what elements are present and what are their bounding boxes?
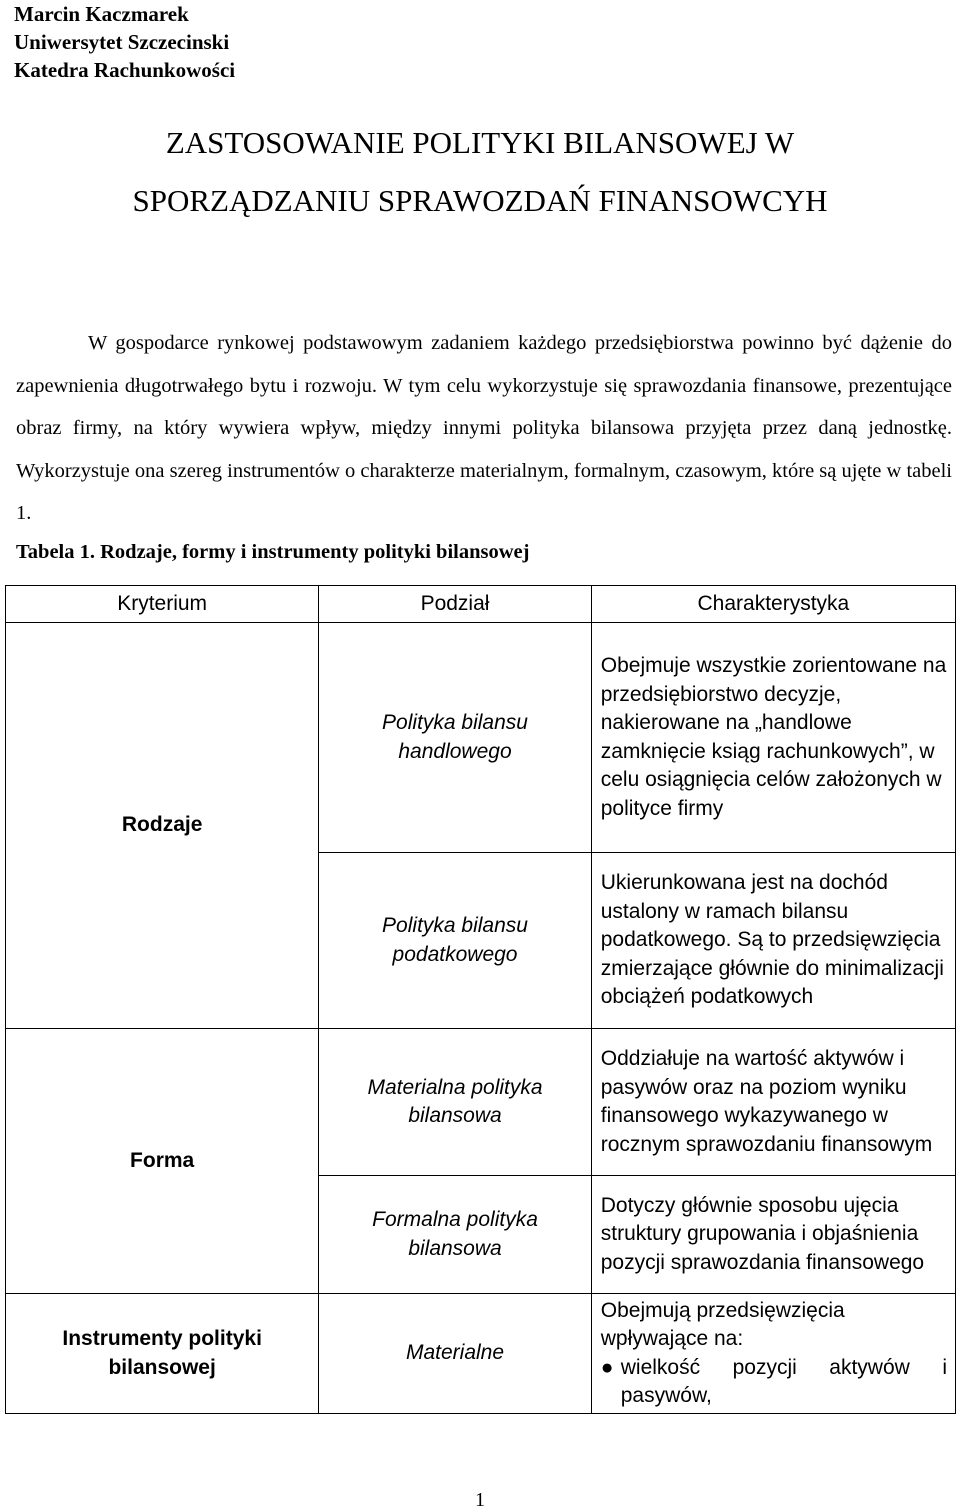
description-cell: Ukierunkowana jest na dochód ustalony w ramach bilansu podatkowego. Są to przedsięwzięcia zmierzające głównie do minimalizacji obciążeń podatkowych [591,853,955,1029]
author-university: Uniwersytet Szczecinski [14,30,230,54]
criterion-cell: Rodzaje [6,623,319,1029]
division-cell: Materialna polityka bilansowa [319,1029,591,1176]
page-number: 1 [475,1489,485,1511]
bullet-text: wielkość pozycji aktywów i pasywów, [620,1355,947,1407]
description-text: Obejmują przedsięwzięcia wpływające na: [600,1298,845,1350]
description-cell: Obejmuje wszystkie zorientowane na przedsiębiorstwo decyzje, nakierowane na „handlowe zamknięcie ksiąg rachunkowych”, w celu osiągnięcia celów założonych w polityce firmy [591,623,955,853]
criterion-cell: Forma [6,1029,319,1294]
table-row [6,623,956,853]
author-block [14,0,235,84]
description-cell: Oddziałuje na wartość aktywów i pasywów oraz na poziom wyniku finansowego wykazywanego w rocznym sprawozdaniu finansowym [591,1029,955,1176]
division-cell: Formalna polityka bilansowa [319,1176,591,1294]
criterion-cell: Instrumenty polityki bilansowej [6,1294,319,1414]
document-title [0,114,960,230]
header-description: Charakterystyka [591,586,955,623]
intro-paragraph [16,322,952,535]
table-row [6,1029,956,1176]
description-cell [591,1294,955,1414]
bullet-item [601,1354,947,1411]
division-cell: Polityka bilansu podatkowego [319,853,591,1029]
intro-text: W gospodarce rynkowej podstawowym zadaniem każdego przedsiębiorstwa powinno być dążenie do zapewnienia długotrwałego bytu i rozwoju. W tym celu wykorzystuje się sprawozdania finansowe, prezentujące obraz firmy, na który wywiera wpływ, między innymi polityka bilansowa przyjęta przez daną jednostkę. Wykorzystuje ona szereg instrumentów o charakterze materialnym, formalnym, czasowym, które są ujęte w tabeli 1. [16,332,952,524]
table-header-row [6,586,956,623]
description-cell: Dotyczy głównie sposobu ujęcia struktury grupowania i objaśnienia pozycji sprawozdania finansowego [591,1176,955,1294]
division-cell: Materialne [319,1294,591,1414]
header-criterion: Kryterium [6,586,319,623]
author-name: Marcin Kaczmarek [14,2,189,26]
author-department: Katedra Rachunkowości [14,58,236,82]
bullet-icon: ● [600,1355,614,1379]
table-row [6,1294,956,1414]
table-caption: Tabela 1. Rodzaje, formy i instrumenty polityki bilansowej [16,541,530,563]
division-cell: Polityka bilansu handlowego [319,623,591,853]
title-line-1: ZASTOSOWANIE POLITYKI BILANSOWEJ W [165,125,795,160]
title-line-2: SPORZĄDZANIU SPRAWOZDAŃ FINANSOWCYH [132,183,828,218]
header-division: Podział [319,586,591,623]
policy-table [5,585,956,1414]
